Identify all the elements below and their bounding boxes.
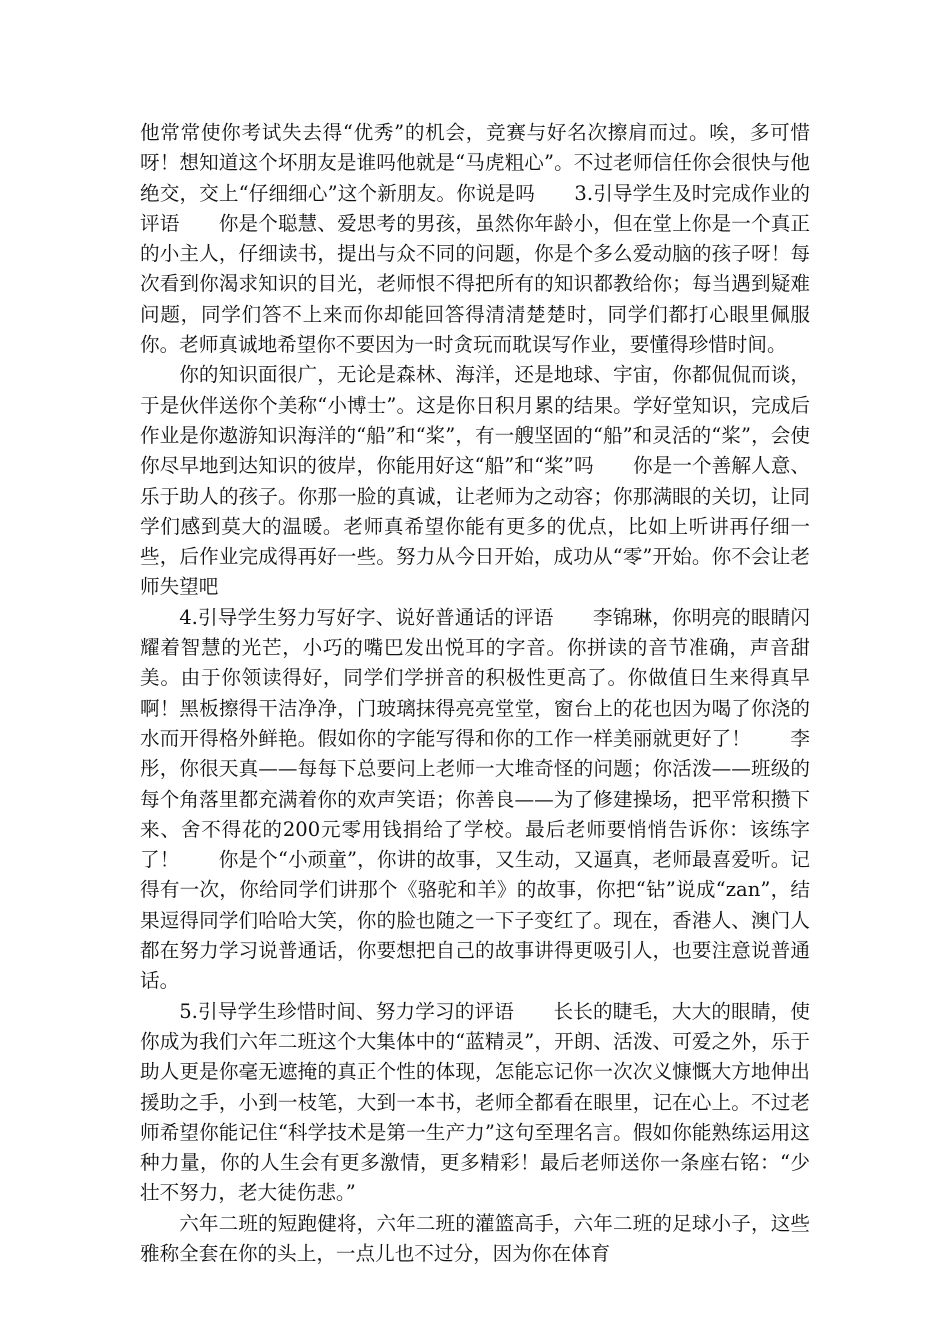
document-body (140, 118, 810, 1269)
paragraph-3: 4.引导学生努力写好字、说好普通话的评语 李锦琳，你明亮的眼睛闪耀着智慧的光芒，小巧的嘴巴发出悦耳的字音。你拼读的音节准确，声音甜美。由于你领读得好，同学们学拼音的积极性更高了。你做值日生来得真早啊！黑板擦得干洁净净，门玻璃抹得亮亮堂堂，窗台上的花也因为喝了你浇的水而开得格外鲜艳。假如你的字能写得和你的工作一样美丽就更好了！ 李彤，你很天真——每每下总要问上老师一大堆奇怪的问题；你活泼——班级的每个角落里都充满着你的欢声笑语；你善良——为了修建操场，把平常积攒下来、舍不得花的200元零用钱捐给了学校。最后老师要悄悄告诉你：该练字了！ 你是个“小顽童”，你讲的故事，又生动，又逼真，老师最喜爱听。记得有一次，你给同学们讲那个《骆驼和羊》的故事，你把“钻”说成“zan”，结果逗得同学们哈哈大笑，你的脸也随之一下子变红了。现在，香港人、澳门人都在努力学习说普通话，你要想把自己的故事讲得更吸引人，也要注意说普通话。 (140, 605, 810, 993)
paragraph-4: 5.引导学生珍惜时间、努力学习的评语 长长的睫毛，大大的眼睛，使你成为我们六年二班这个大集体中的“蓝精灵”，开朗、活泼、可爱之外，乐于助人更是你毫无遮掩的真正个性的体现，怎能忘记你一次次义慷慨大方地伸出援助之手，小到一枝笔，大到一本书，老师全都看在眼里，记在心上。不过老师希望你能记住“科学技术是第一生产力”这句至理名言。假如你能熟练运用这种力量，你的人生会有更多激情，更多精彩！最后老师送你一条座右铭：“少壮不努力，老大徒伤悲。” (140, 999, 810, 1205)
paragraph-5: 六年二班的短跑健将，六年二班的灌篮高手，六年二班的足球小子，这些雅称全套在你的头上，一点儿也不过分，因为你在体育 (140, 1211, 810, 1265)
paragraph-1: 他常常使你考试失去得“优秀”的机会，竞赛与好名次擦肩而过。唉，多可惜呀！想知道这个坏朋友是谁吗他就是“马虎粗心”。不过老师信任你会很快与他绝交，交上“仔细细心”这个新朋友。你说是吗 3.引导学生及时完成作业的评语 你是个聪慧、爱思考的男孩，虽然你年龄小，但在堂上你是一个真正的小主人，仔细读书，提出与众不同的问题，你是个多么爱动脑的孩子呀！每次看到你渴求知识的目光，老师恨不得把所有的知识都教给你；每当遇到疑难问题，同学们答不上来而你却能回答得清清楚楚时，同学们都打心眼里佩服你。老师真诚地希望你不要因为一时贪玩而耽误写作业，要懂得珍惜时间。 (140, 121, 810, 357)
paragraph-2: 你的知识面很广，无论是森林、海洋，还是地球、宇宙，你都侃侃而谈，于是伙伴送你个美称“小博士”。这是你日积月累的结果。学好堂知识，完成后作业是你遨游知识海洋的“船”和“桨”，有一艘坚固的“船”和灵活的“桨”，会使你尽早地到达知识的彼岸，你能用好这“船”和“桨”吗 你是一个善解人意、乐于助人的孩子。你那一脸的真诚，让老师为之动容；你那满眼的关切，让同学们感到莫大的温暖。老师真希望你能有更多的优点，比如上听讲再仔细一些，后作业完成得再好一些。努力从今日开始，成功从“零”开始。你不会让老师失望吧 (140, 363, 810, 599)
